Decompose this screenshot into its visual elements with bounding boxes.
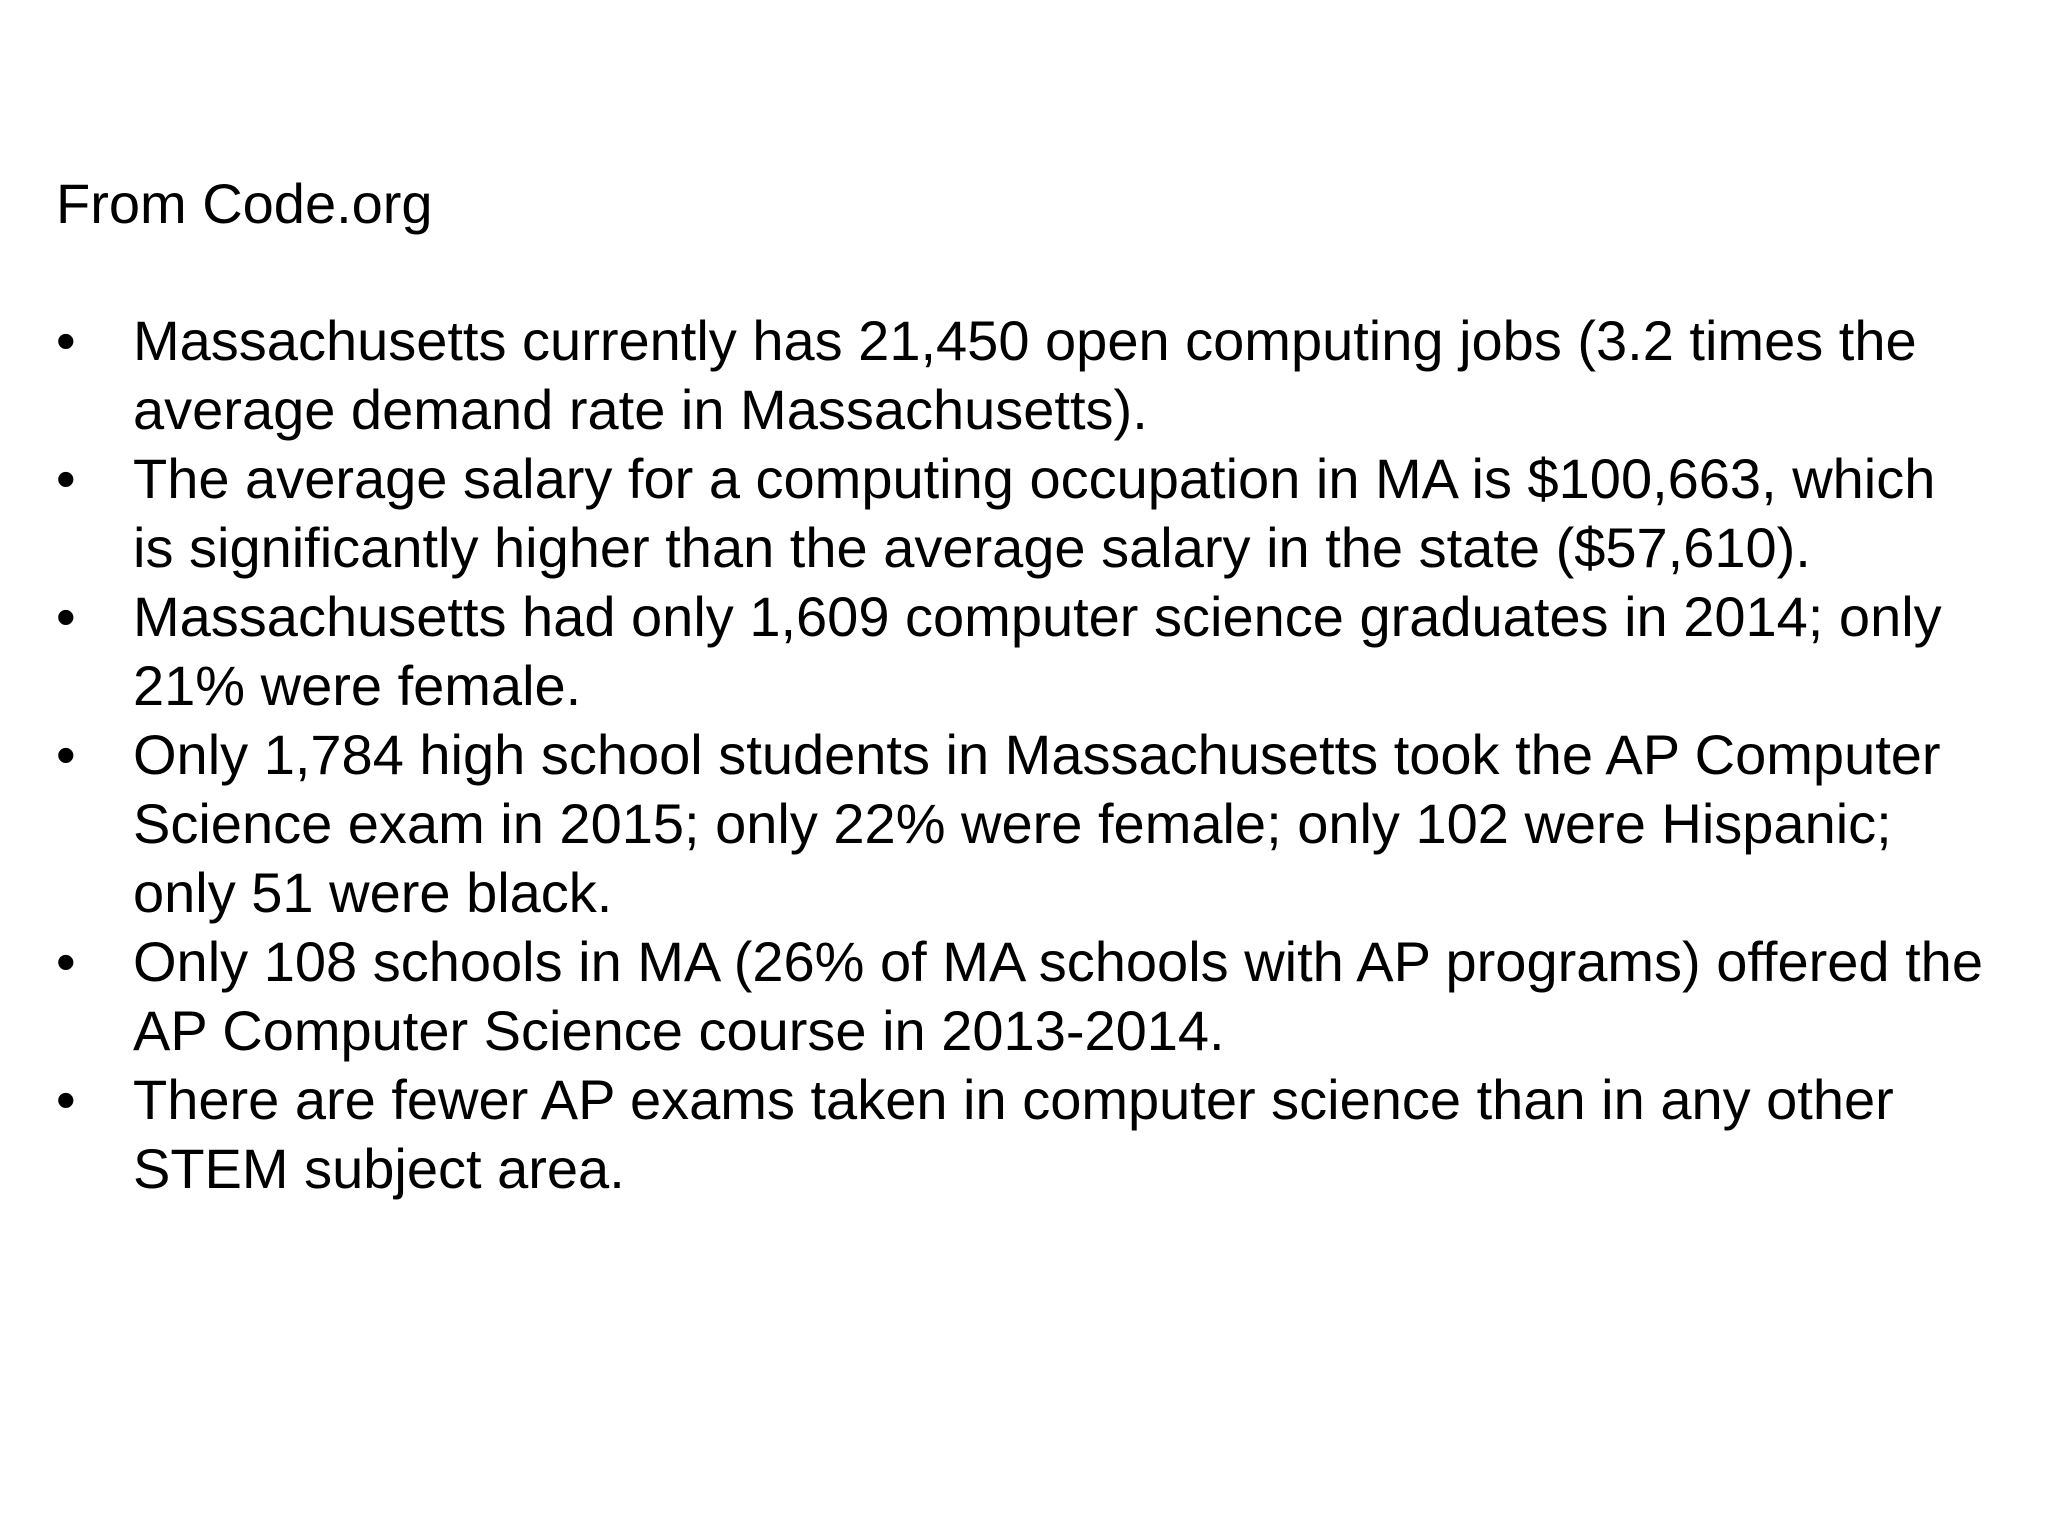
bullet-text: Massachusetts currently has 21,450 open computing jobs (3.2 times the average demand rate in Massachusetts).	[133, 309, 1917, 441]
facts-list	[56, 306, 1986, 1203]
list-item	[56, 1065, 1986, 1203]
list-item	[56, 306, 1986, 444]
bullet-icon: •	[56, 723, 76, 786]
source-line: From Code.org	[56, 172, 433, 235]
bullet-icon: •	[56, 1068, 76, 1131]
bullet-icon: •	[56, 309, 76, 372]
bullet-icon: •	[56, 585, 76, 648]
bullet-text: Only 1,784 high school students in Massachusetts took the AP Computer Science exam in 2015; only 22% were female; only 102 were Hispanic; only 51 were black.	[133, 723, 1941, 924]
list-item	[56, 720, 1986, 927]
bullet-icon: •	[56, 930, 76, 993]
list-item	[56, 444, 1986, 582]
list-item	[56, 582, 1986, 720]
bullet-icon: •	[56, 447, 76, 510]
bullet-text: There are fewer AP exams taken in computer science than in any other STEM subject area.	[133, 1068, 1894, 1200]
bullet-text: Massachusetts had only 1,609 computer science graduates in 2014; only 21% were female.	[133, 585, 1942, 717]
list-item	[56, 927, 1986, 1065]
bullet-text: The average salary for a computing occupation in MA is $100,663, which is significantly higher than the average salary in the state ($57,610).	[133, 447, 1936, 579]
bullet-text: Only 108 schools in MA (26% of MA schools with AP programs) offered the AP Computer Science course in 2013-2014.	[133, 930, 1983, 1062]
